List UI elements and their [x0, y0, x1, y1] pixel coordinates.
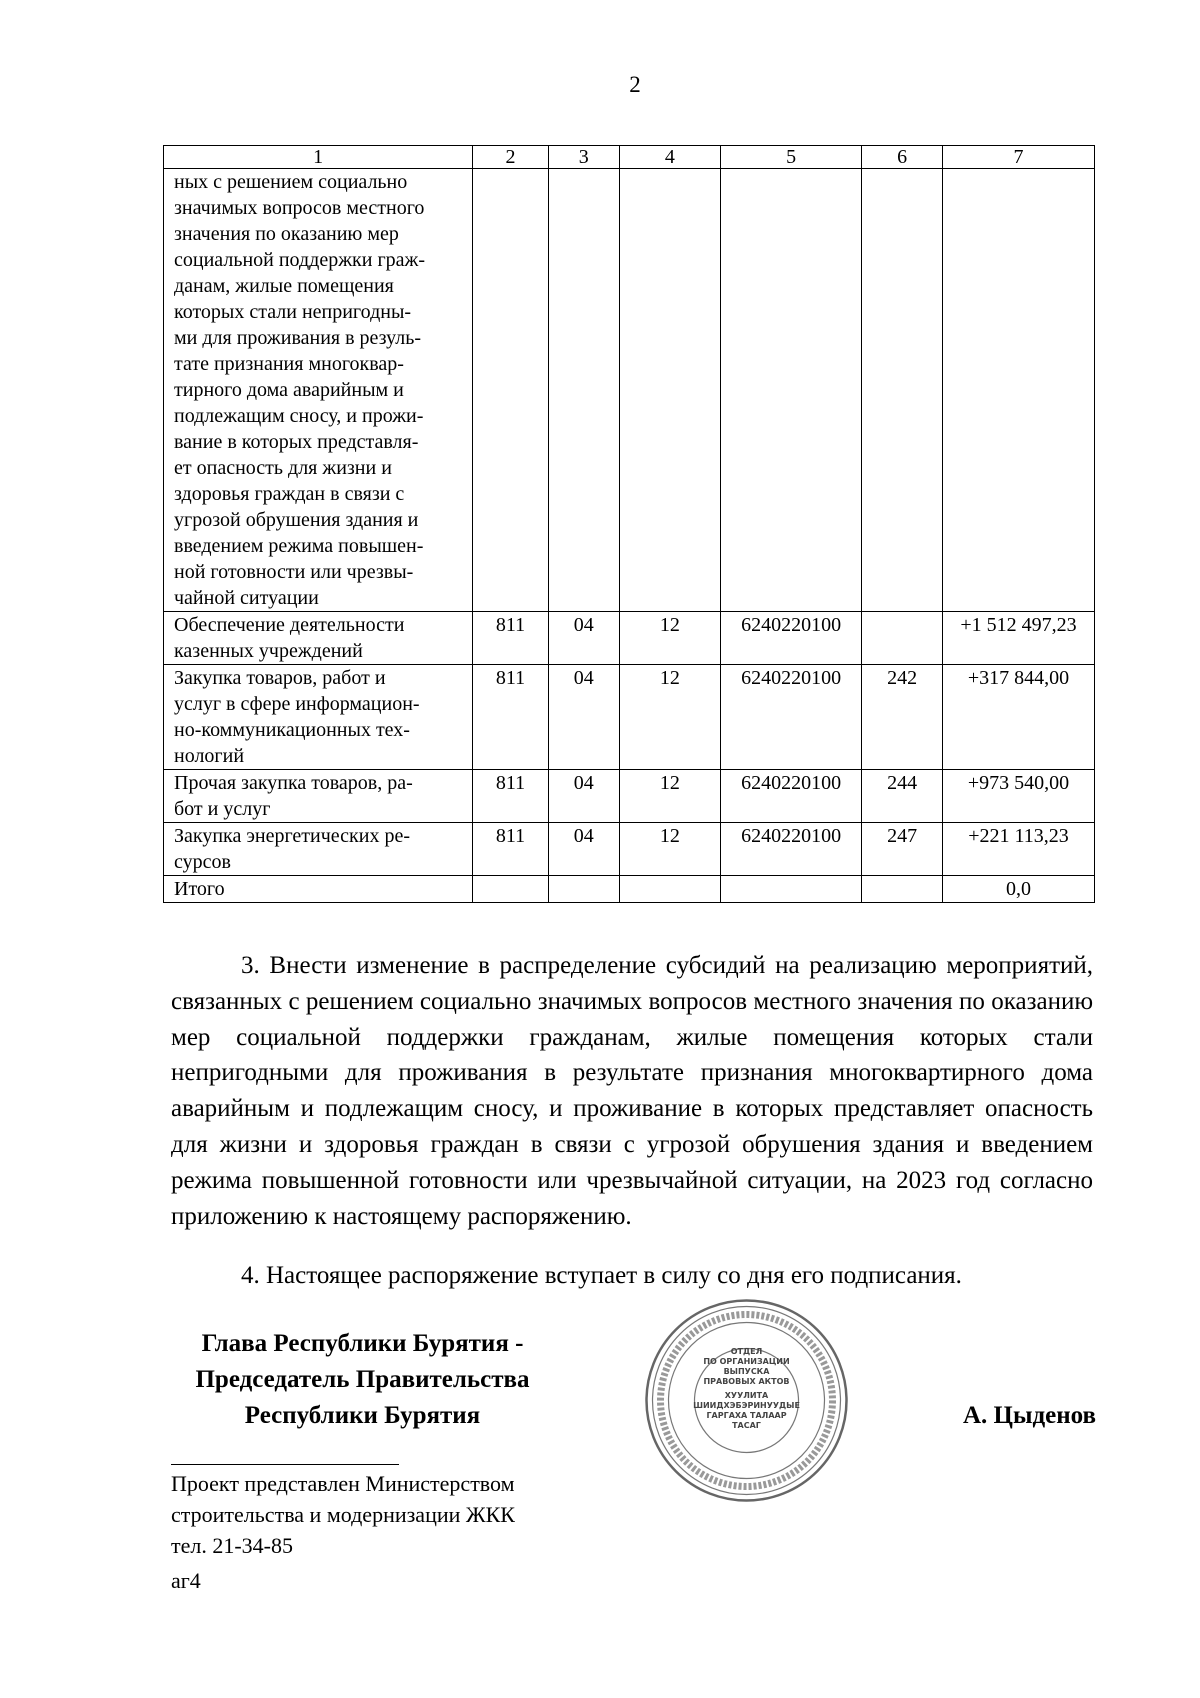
svg-text:ПРАВОВЫХ АКТОВ: ПРАВОВЫХ АКТОВ	[703, 1377, 790, 1386]
budget-table	[163, 145, 1095, 903]
table-row	[164, 770, 1095, 823]
svg-text:ОТДЕЛ: ОТДЕЛ	[730, 1347, 763, 1356]
header-cell: 3	[548, 146, 619, 169]
cell-c3: 04	[548, 770, 619, 823]
total-label: Итого	[164, 876, 473, 903]
cell-c7: +1 512 497,23	[943, 612, 1095, 665]
cell-c2: 811	[473, 770, 548, 823]
cell-c4: 12	[619, 770, 720, 823]
cell-c2: 811	[473, 823, 548, 876]
cell-c4: 12	[619, 823, 720, 876]
document-code: аг4	[171, 1568, 201, 1593]
table-header-row	[164, 146, 1095, 169]
cell-c6: 247	[862, 823, 943, 876]
cell-c7: +973 540,00	[943, 770, 1095, 823]
row-description: Закупка товаров, работ и услуг в сфере информацион- но-коммуникационных тех- нологий	[164, 665, 473, 770]
signer-name: А. Цыденов	[962, 1402, 1096, 1429]
project-note: Проект представлен Министерством строительства и модернизации ЖКК тел. 21-34-85	[171, 1471, 515, 1558]
cell-c4: 12	[619, 612, 720, 665]
svg-text:ВЫПУСКА: ВЫПУСКА	[723, 1367, 770, 1376]
table-row	[164, 612, 1095, 665]
footnote-divider	[171, 1464, 399, 1465]
cell-c2: 811	[473, 665, 548, 770]
page-number: 2	[629, 72, 641, 97]
cell-c2: 811	[473, 612, 548, 665]
svg-text:ПО ОРГАНИЗАЦИИ: ПО ОРГАНИЗАЦИИ	[703, 1357, 790, 1366]
header-cell: 1	[164, 146, 473, 169]
paragraph-4: 4. Настоящее распоряжение вступает в силу со дня его подписания.	[241, 1262, 962, 1289]
cell-c4: 12	[619, 665, 720, 770]
header-cell: 4	[619, 146, 720, 169]
cell-c6: 244	[862, 770, 943, 823]
table-row	[164, 823, 1095, 876]
svg-text:ТАСАГ: ТАСАГ	[732, 1421, 761, 1430]
row-description: Прочая закупка товаров, ра- бот и услуг	[164, 770, 473, 823]
svg-text:ГАРГАХА ТАЛААР: ГАРГАХА ТАЛААР	[706, 1411, 787, 1420]
svg-text:ШИИДХЭБЭРИНУУДЫЕ: ШИИДХЭБЭРИНУУДЫЕ	[693, 1401, 800, 1410]
row-description: ных с решением социально значимых вопросов местного значения по оказанию мер социальной поддержки граж- данам, жилые помещения которых стали непригодны- ми для проживания в резуль- тате признания многоквар- тирного дома аварийным и подлежащим сносу, и прожи- вание в которых представля- ет опасность для жизни и здоровья граждан в связи с угрозой обрушения здания и введением режима повышен- ной готовности или чрезвы- чайной ситуации	[164, 169, 473, 612]
cell-c3: 04	[548, 612, 619, 665]
cell-c6: 242	[862, 665, 943, 770]
cell-c6	[862, 612, 943, 665]
svg-text:ХУУЛИТА: ХУУЛИТА	[724, 1391, 769, 1400]
cell-c5: 6240220100	[721, 770, 862, 823]
table-row	[164, 665, 1095, 770]
paragraph-3: 3. Внести изменение в распределение субсидий на реализацию мероприятий, связанных с решением социально значимых вопросов местного значения по оказанию мер социальной поддержки гражданам, жилые помещения которых стали непригодными для проживания в результате признания многоквартирного дома аварийным и подлежащим сносу, и проживание в которых представляет опасность для жизни и здоровья граждан в связи с угрозой обрушения здания и введением режима повышенной готовности или чрезвычайной ситуации, на 2023 год согласно приложению к настоящему распоряжению.	[171, 952, 1093, 1230]
cell-c5: 6240220100	[721, 612, 862, 665]
cell-c7: +221 113,23	[943, 823, 1095, 876]
header-cell: 7	[943, 146, 1095, 169]
header-cell: 2	[473, 146, 548, 169]
row-description: Закупка энергетических ре- сурсов	[164, 823, 473, 876]
cell-c5: 6240220100	[721, 823, 862, 876]
cell-c3: 04	[548, 823, 619, 876]
row-description: Обеспечение деятельности казенных учреждений	[164, 612, 473, 665]
official-seal	[644, 1298, 849, 1503]
cell-c5: 6240220100	[721, 665, 862, 770]
table-row	[164, 169, 1095, 612]
header-cell: 5	[721, 146, 862, 169]
cell-c3: 04	[548, 665, 619, 770]
cell-c7: +317 844,00	[943, 665, 1095, 770]
header-cell: 6	[862, 146, 943, 169]
signer-title: Глава Республики Бурятия - Председатель Правительства Республики Бурятия	[195, 1330, 530, 1429]
total-value: 0,0	[943, 876, 1095, 903]
table-total-row	[164, 876, 1095, 903]
